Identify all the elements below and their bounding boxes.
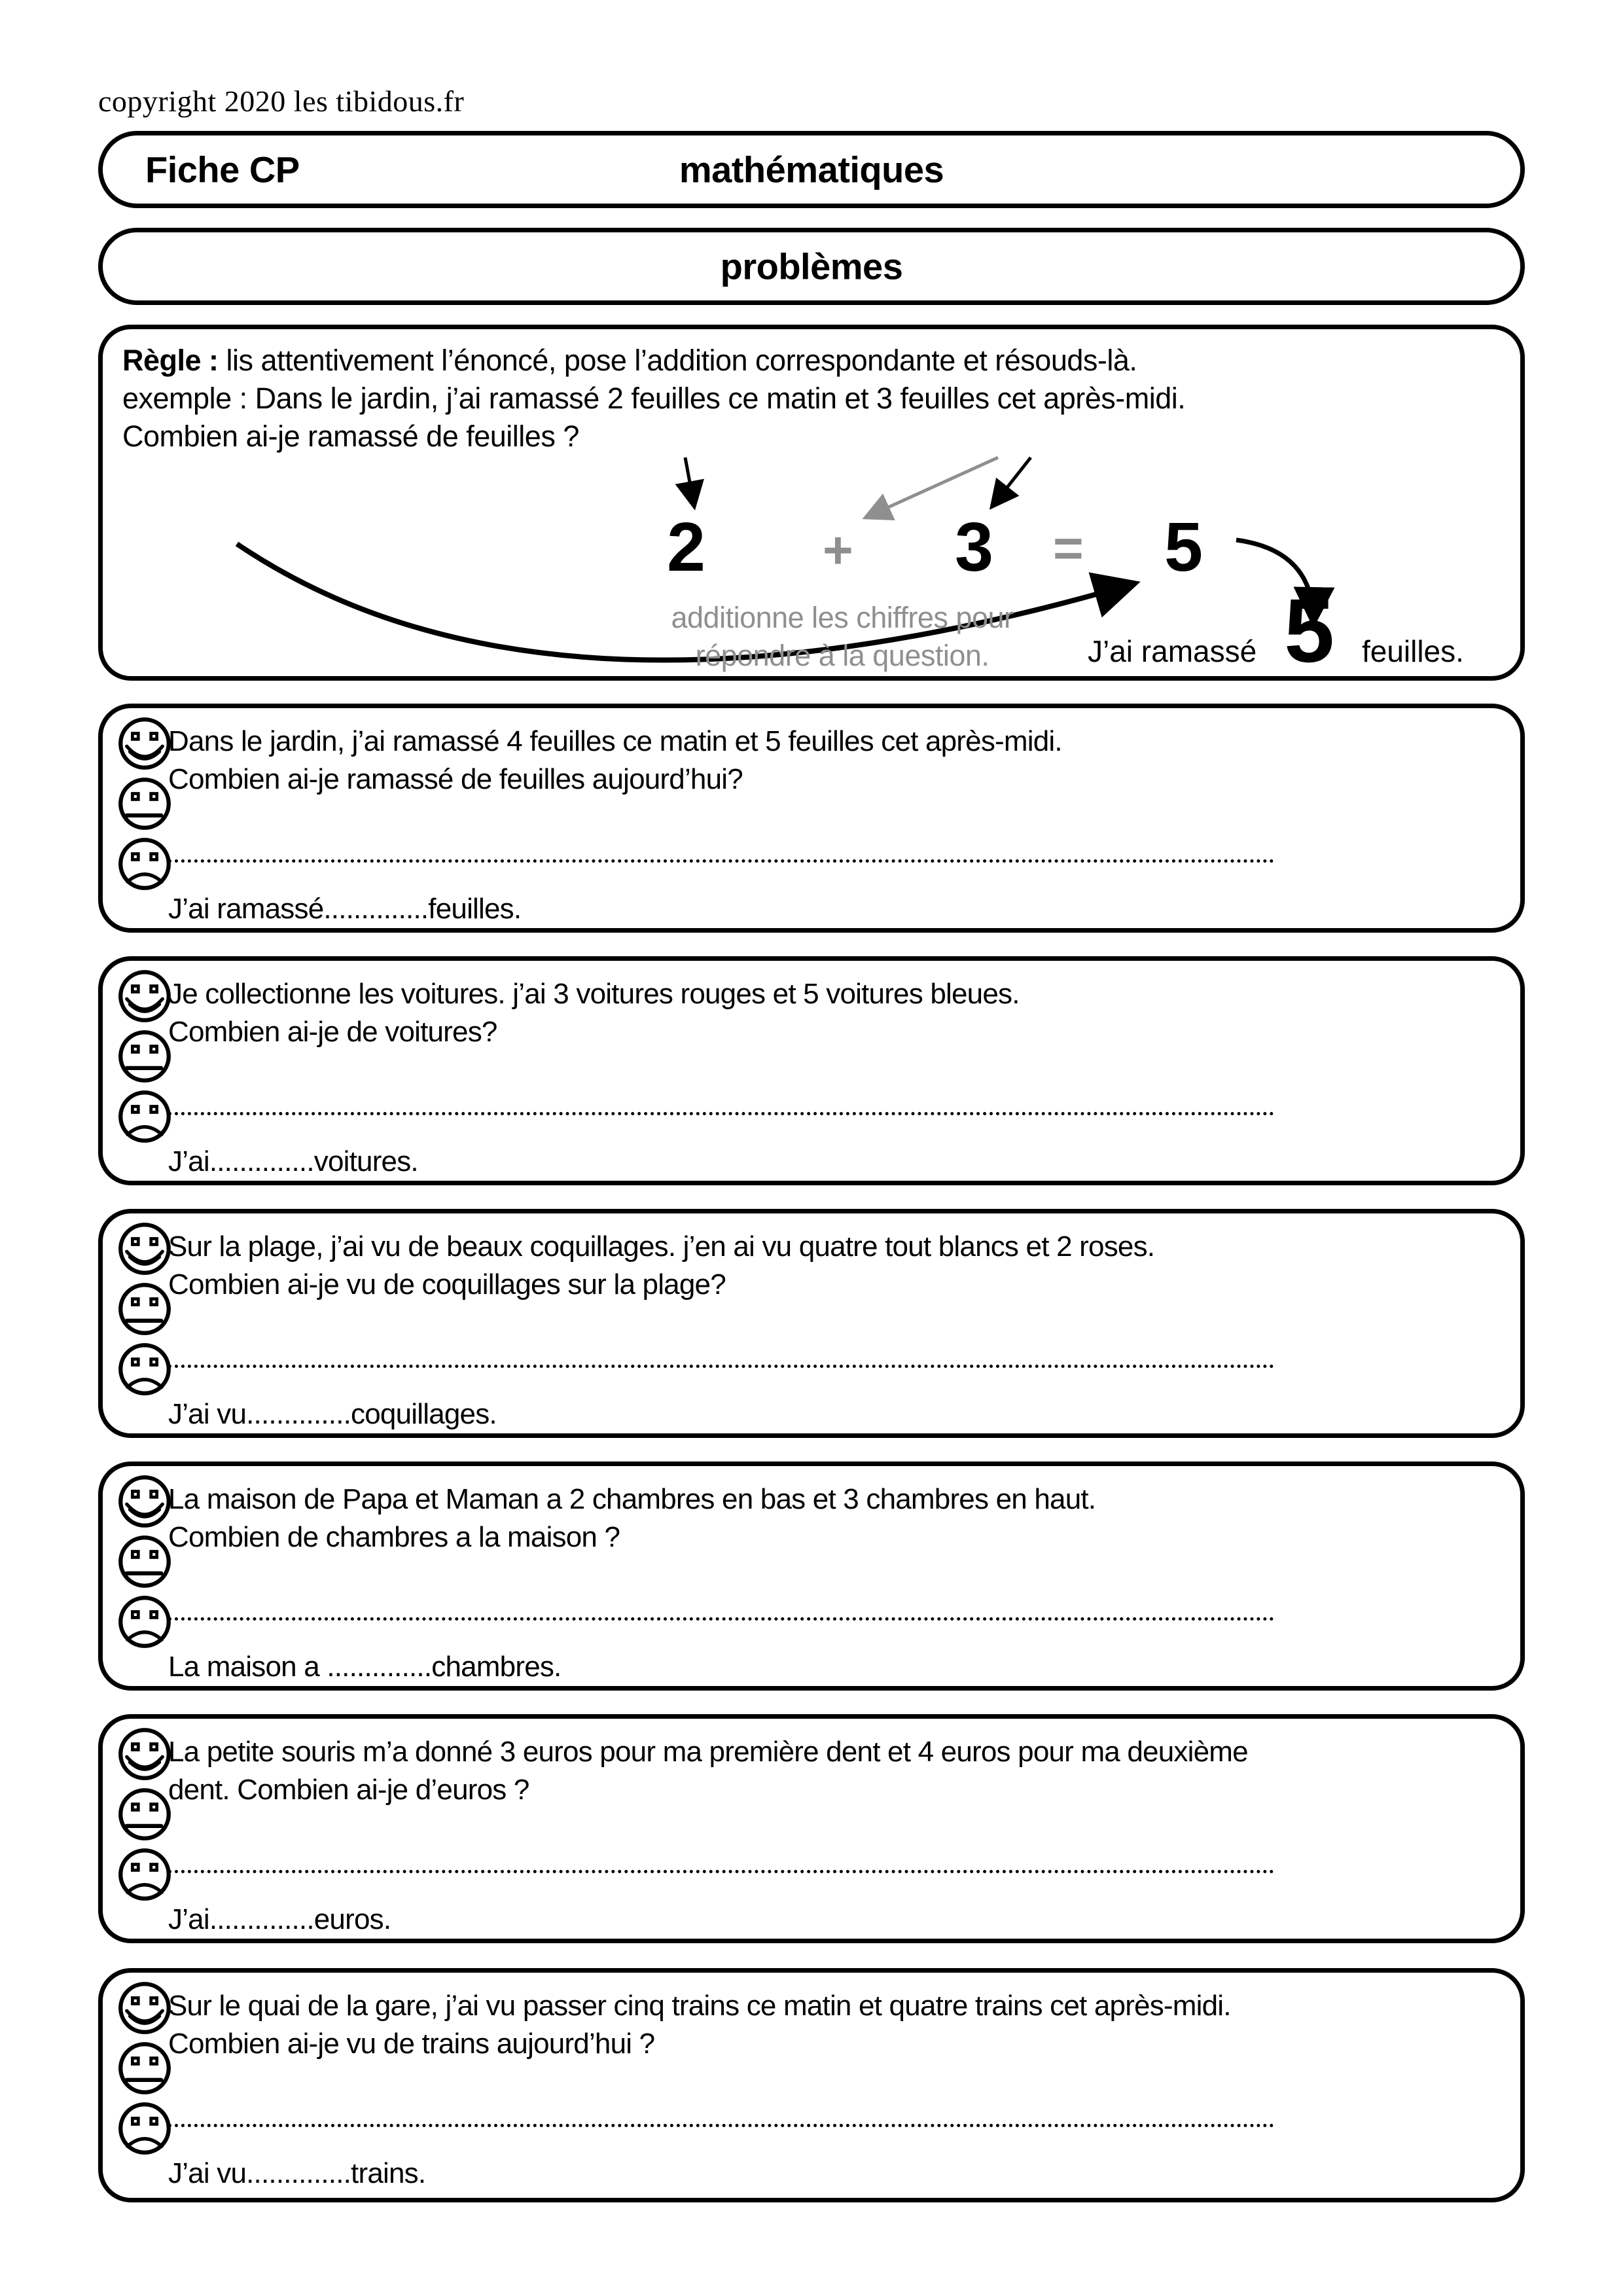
example-answer-number: 5 xyxy=(1284,581,1334,681)
smiley-neutral-icon xyxy=(117,1534,172,1589)
subject-title: mathématiques xyxy=(679,149,944,190)
problem-text-line2: Combien de chambres a la maison ? xyxy=(168,1521,620,1553)
gray-caption xyxy=(561,599,1124,674)
gray-caption-line1: additionne les chiffres pour xyxy=(671,601,1014,634)
problem-box-6 xyxy=(98,1968,1525,2202)
smiley-sad-icon xyxy=(117,836,172,891)
arrow-to-operand1 xyxy=(685,457,694,507)
answer-dotted-line xyxy=(168,1344,1274,1368)
problem-text-line1: Sur le quai de la gare, j’ai vu passer cinq trains ce matin et quatre trains cet après-midi. xyxy=(168,1990,1231,2022)
arrow-to-operand2 xyxy=(991,457,1031,507)
gray-caption-line2: répondre à la question. xyxy=(695,638,990,672)
rule-box xyxy=(98,325,1525,681)
answer-dotted-line xyxy=(168,839,1274,863)
example-question: Combien ai-je ramassé de feuilles ? xyxy=(122,420,579,453)
problem-text-line2: Combien ai-je ramassé de feuilles aujourd’hui? xyxy=(168,763,743,795)
problem-text-line1: Je collectionne les voitures. j’ai 3 voitures rouges et 5 voitures bleues. xyxy=(168,978,1020,1010)
smiley-neutral-icon xyxy=(117,776,172,831)
title-pill xyxy=(98,228,1525,305)
answer-dotted-line xyxy=(168,2104,1274,2127)
problem-text-line2: Combien ai-je vu de trains aujourd’hui ? xyxy=(168,2028,655,2060)
smiley-sad-icon xyxy=(117,1342,172,1397)
problem-box-4 xyxy=(98,1462,1525,1691)
worksheet-title: problèmes xyxy=(720,245,903,287)
smiley-neutral-icon xyxy=(117,2041,172,2096)
answer-sentence: J’ai vu..............trains. xyxy=(168,2157,426,2189)
answer-sentence: J’ai ramassé..............feuilles. xyxy=(168,893,522,925)
smiley-sad-icon xyxy=(117,2101,172,2156)
smiley-happy-icon xyxy=(117,716,172,771)
smiley-happy-icon xyxy=(117,1981,172,2036)
answer-sentence: J’ai..............euros. xyxy=(168,1903,391,1935)
smiley-happy-icon xyxy=(117,969,172,1024)
rule-label: Règle : xyxy=(122,344,219,377)
problem-text-line1: La maison de Papa et Maman a 2 chambres en bas et 3 chambres en haut. xyxy=(168,1483,1096,1515)
answer-dotted-line xyxy=(168,1597,1274,1621)
example-text: exemple : Dans le jardin, j’ai ramassé 2 feuilles ce matin et 3 feuilles cet après-midi. xyxy=(122,382,1186,415)
plus-sign: + xyxy=(823,521,853,579)
problem-box-5 xyxy=(98,1714,1525,1943)
smiley-happy-icon xyxy=(117,1221,172,1276)
problem-text-line2: Combien ai-je vu de coquillages sur la plage? xyxy=(168,1268,726,1300)
answer-dotted-line xyxy=(168,1092,1274,1115)
header-pill xyxy=(98,131,1525,208)
problem-box-2 xyxy=(98,956,1525,1185)
answer-sentence: J’ai..............voitures. xyxy=(168,1145,418,1177)
answer-dotted-line xyxy=(168,1850,1274,1873)
rule-text: lis attentivement l’énoncé, pose l’addition correspondante et résouds-là. xyxy=(226,344,1137,377)
smiley-happy-icon xyxy=(117,1474,172,1529)
smiley-happy-icon xyxy=(117,1727,172,1782)
example-answer-suffix: feuilles. xyxy=(1361,634,1464,668)
equation-operand2: 3 xyxy=(955,509,993,586)
sheet-label: Fiche CP xyxy=(145,149,300,190)
problem-box-3 xyxy=(98,1209,1525,1438)
smiley-neutral-icon xyxy=(117,1282,172,1336)
problem-text-line1: La petite souris m’a donné 3 euros pour ma première dent et 4 euros pour ma deuxième xyxy=(168,1736,1248,1768)
answer-sentence: J’ai vu..............coquillages. xyxy=(168,1398,497,1430)
copyright-text: copyright 2020 les tibidous.fr xyxy=(98,84,465,118)
smiley-neutral-icon xyxy=(117,1029,172,1084)
equation-operand1: 2 xyxy=(667,509,705,586)
example-answer xyxy=(1088,581,1464,681)
smiley-sad-icon xyxy=(117,1089,172,1144)
equals-sign: = xyxy=(1053,519,1084,577)
example-answer-prefix: J’ai ramassé xyxy=(1088,634,1257,668)
smiley-neutral-icon xyxy=(117,1787,172,1842)
problem-box-1 xyxy=(98,704,1525,933)
answer-sentence: La maison a ..............chambres. xyxy=(168,1651,562,1683)
problem-text-line1: Sur la plage, j’ai vu de beaux coquillages. j’en ai vu quatre tout blancs et 2 roses. xyxy=(168,1230,1155,1263)
problem-text-line2: Combien ai-je de voitures? xyxy=(168,1016,497,1048)
problem-text-line2: dent. Combien ai-je d’euros ? xyxy=(168,1774,529,1806)
smiley-sad-icon xyxy=(117,1594,172,1649)
problem-text-line1: Dans le jardin, j’ai ramassé 4 feuilles ce matin et 5 feuilles cet après-midi. xyxy=(168,725,1062,757)
smiley-sad-icon xyxy=(117,1847,172,1902)
equation-result: 5 xyxy=(1164,509,1203,586)
